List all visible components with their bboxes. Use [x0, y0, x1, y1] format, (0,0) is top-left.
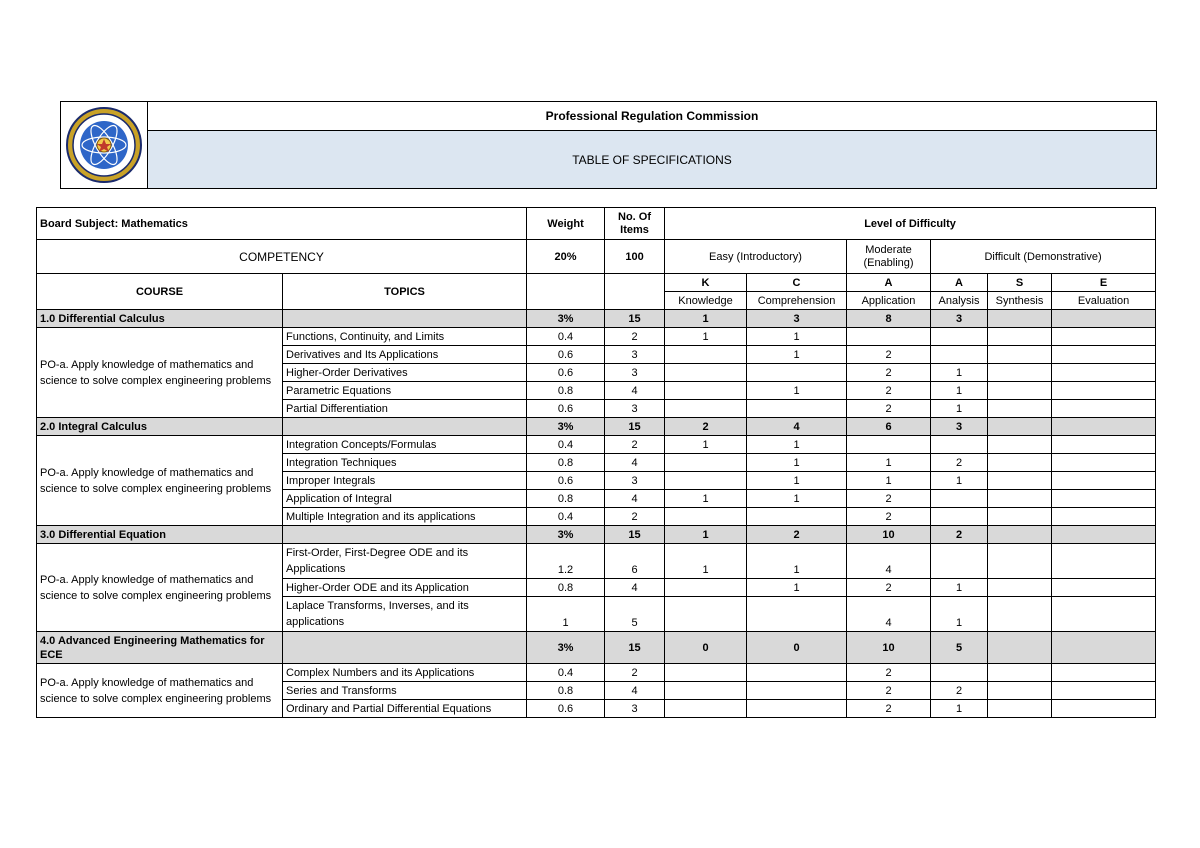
topic-level-c	[747, 682, 847, 700]
topic-level-e	[1052, 579, 1156, 597]
topic-name: Multiple Integration and its applications	[283, 508, 527, 526]
course-weight: 3%	[527, 310, 605, 328]
topic-name: Derivatives and Its Applications	[283, 346, 527, 364]
course-items: 15	[605, 418, 665, 436]
course-level-c: 3	[747, 310, 847, 328]
topic-level-a: 2	[847, 664, 931, 682]
title-column	[148, 102, 1156, 188]
topic-level-k	[665, 472, 747, 490]
topic-level-a: 2	[847, 364, 931, 382]
course-title: 3.0 Differential Equation	[37, 526, 283, 544]
course-level-a: 8	[847, 310, 931, 328]
topic-items: 3	[605, 346, 665, 364]
topic-level-c: 1	[747, 346, 847, 364]
topic-level-a: 2	[847, 508, 931, 526]
topic-level-e	[1052, 436, 1156, 454]
topic-weight: 0.4	[527, 508, 605, 526]
course-level-s	[988, 418, 1052, 436]
course-title: 2.0 Integral Calculus	[37, 418, 283, 436]
topic-row	[37, 664, 1156, 682]
topic-weight: 1.2	[527, 544, 605, 579]
topic-weight: 0.8	[527, 454, 605, 472]
course-title: 1.0 Differential Calculus	[37, 310, 283, 328]
course-level-a: 6	[847, 418, 931, 436]
level-of-difficulty-header: Level of Difficulty	[665, 208, 1156, 240]
weight-blank	[527, 274, 605, 310]
topic-level-s	[988, 454, 1052, 472]
topic-level-k	[665, 597, 747, 632]
course-level-an: 2	[931, 526, 988, 544]
total-items: 100	[605, 240, 665, 274]
course-level-e	[1052, 418, 1156, 436]
topic-weight: 0.8	[527, 682, 605, 700]
topic-level-e	[1052, 508, 1156, 526]
level-analysis: Analysis	[931, 292, 988, 310]
topic-level-an: 1	[931, 597, 988, 632]
topic-weight: 0.6	[527, 364, 605, 382]
course-level-c: 4	[747, 418, 847, 436]
program-outcome: PO-a. Apply knowledge of mathematics and science to solve complex engineering problems	[37, 544, 283, 632]
organization-name: Professional Regulation Commission	[148, 102, 1156, 131]
topic-items: 4	[605, 682, 665, 700]
topic-level-s	[988, 400, 1052, 418]
topic-level-e	[1052, 544, 1156, 579]
code-e: E	[1052, 274, 1156, 292]
topic-items: 4	[605, 454, 665, 472]
topic-level-a: 1	[847, 454, 931, 472]
topic-level-s	[988, 472, 1052, 490]
course-row	[37, 310, 1156, 328]
topic-level-e	[1052, 364, 1156, 382]
topic-weight: 0.4	[527, 328, 605, 346]
topic-items: 3	[605, 364, 665, 382]
topic-name: Application of Integral	[283, 490, 527, 508]
topic-weight: 0.8	[527, 579, 605, 597]
topic-name: Functions, Continuity, and Limits	[283, 328, 527, 346]
program-outcome: PO-a. Apply knowledge of mathematics and science to solve complex engineering problems	[37, 328, 283, 418]
topic-level-c	[747, 597, 847, 632]
topic-level-a: 4	[847, 544, 931, 579]
topic-level-s	[988, 346, 1052, 364]
topic-items: 6	[605, 544, 665, 579]
topic-level-an	[931, 490, 988, 508]
topics-header: TOPICS	[283, 274, 527, 310]
topic-level-a: 2	[847, 400, 931, 418]
topic-level-s	[988, 328, 1052, 346]
topic-level-an	[931, 328, 988, 346]
topic-level-e	[1052, 597, 1156, 632]
course-level-a: 10	[847, 632, 931, 664]
topic-level-k	[665, 400, 747, 418]
easy-header: Easy (Introductory)	[665, 240, 847, 274]
topic-level-k: 1	[665, 328, 747, 346]
topic-level-an: 1	[931, 382, 988, 400]
topic-level-k	[665, 579, 747, 597]
topic-level-e	[1052, 664, 1156, 682]
course-weight: 3%	[527, 418, 605, 436]
topic-weight: 0.6	[527, 472, 605, 490]
topic-level-e	[1052, 472, 1156, 490]
topic-level-e	[1052, 328, 1156, 346]
topic-level-an	[931, 544, 988, 579]
topic-level-a: 2	[847, 490, 931, 508]
moderate-header: Moderate (Enabling)	[847, 240, 931, 274]
topic-level-k: 1	[665, 490, 747, 508]
topic-name: Parametric Equations	[283, 382, 527, 400]
course-topics-blank	[283, 526, 527, 544]
topic-level-k	[665, 454, 747, 472]
difficult-header: Difficult (Demonstrative)	[931, 240, 1156, 274]
document-title: TABLE OF SPECIFICATIONS	[148, 131, 1156, 188]
course-level-a: 10	[847, 526, 931, 544]
topic-items: 5	[605, 597, 665, 632]
course-row	[37, 526, 1156, 544]
topic-level-a	[847, 436, 931, 454]
weight-header: Weight	[527, 208, 605, 240]
topic-items: 2	[605, 508, 665, 526]
topic-level-an: 1	[931, 700, 988, 718]
board-subject: Board Subject: Mathematics	[37, 208, 527, 240]
topic-items: 2	[605, 328, 665, 346]
topic-items: 2	[605, 664, 665, 682]
topic-weight: 0.4	[527, 436, 605, 454]
topic-items: 4	[605, 579, 665, 597]
topic-items: 4	[605, 490, 665, 508]
course-row	[37, 632, 1156, 664]
topic-level-s	[988, 597, 1052, 632]
topic-level-a	[847, 328, 931, 346]
code-a: A	[847, 274, 931, 292]
topic-level-a: 2	[847, 579, 931, 597]
items-header: No. Of Items	[605, 208, 665, 240]
topic-name: Higher-Order ODE and its Application	[283, 579, 527, 597]
course-level-s	[988, 310, 1052, 328]
topic-level-s	[988, 700, 1052, 718]
topic-level-c	[747, 508, 847, 526]
topic-name: Series and Transforms	[283, 682, 527, 700]
topic-level-an: 2	[931, 454, 988, 472]
course-topics-blank	[283, 632, 527, 664]
course-weight: 3%	[527, 632, 605, 664]
topic-level-c: 1	[747, 490, 847, 508]
course-level-c: 2	[747, 526, 847, 544]
topic-level-a: 2	[847, 700, 931, 718]
topic-level-e	[1052, 682, 1156, 700]
course-header: COURSE	[37, 274, 283, 310]
topic-level-s	[988, 544, 1052, 579]
level-evaluation: Evaluation	[1052, 292, 1156, 310]
topic-name: Laplace Transforms, Inverses, and its applications	[283, 597, 527, 632]
level-application: Application	[847, 292, 931, 310]
topic-name: Partial Differentiation	[283, 400, 527, 418]
course-level-k: 1	[665, 310, 747, 328]
topic-weight: 0.6	[527, 400, 605, 418]
competency-header: COMPETENCY	[37, 240, 527, 274]
items-blank	[605, 274, 665, 310]
topic-level-s	[988, 364, 1052, 382]
topic-weight: 1	[527, 597, 605, 632]
topic-level-k	[665, 664, 747, 682]
topic-items: 3	[605, 472, 665, 490]
topic-row	[37, 328, 1156, 346]
course-level-an: 5	[931, 632, 988, 664]
course-level-s	[988, 526, 1052, 544]
course-level-e	[1052, 310, 1156, 328]
program-outcome: PO-a. Apply knowledge of mathematics and science to solve complex engineering problems	[37, 436, 283, 526]
topic-level-c: 1	[747, 472, 847, 490]
topic-level-c	[747, 664, 847, 682]
course-level-k: 0	[665, 632, 747, 664]
topic-name: Ordinary and Partial Differential Equations	[283, 700, 527, 718]
course-weight: 3%	[527, 526, 605, 544]
level-comprehension: Comprehension	[747, 292, 847, 310]
topic-items: 3	[605, 700, 665, 718]
topic-level-s	[988, 382, 1052, 400]
topic-level-a: 2	[847, 346, 931, 364]
topic-weight: 0.4	[527, 664, 605, 682]
topic-row	[37, 544, 1156, 579]
topic-level-an	[931, 508, 988, 526]
topic-items: 2	[605, 436, 665, 454]
course-row	[37, 418, 1156, 436]
topic-level-c	[747, 700, 847, 718]
course-title: 4.0 Advanced Engineering Mathematics for ECE	[37, 632, 283, 664]
topic-level-c: 1	[747, 436, 847, 454]
topic-name: Integration Techniques	[283, 454, 527, 472]
topic-level-an: 1	[931, 472, 988, 490]
course-level-e	[1052, 632, 1156, 664]
topic-level-s	[988, 664, 1052, 682]
topic-level-c	[747, 364, 847, 382]
topic-level-k	[665, 682, 747, 700]
topic-level-a: 2	[847, 682, 931, 700]
topic-level-an: 1	[931, 400, 988, 418]
topic-level-e	[1052, 490, 1156, 508]
course-level-k: 2	[665, 418, 747, 436]
topic-name: Complex Numbers and its Applications	[283, 664, 527, 682]
topic-name: First-Order, First-Degree ODE and its Applications	[283, 544, 527, 579]
course-level-e	[1052, 526, 1156, 544]
topic-level-e	[1052, 346, 1156, 364]
course-topics-blank	[283, 418, 527, 436]
topic-level-e	[1052, 454, 1156, 472]
topic-level-s	[988, 436, 1052, 454]
course-items: 15	[605, 526, 665, 544]
course-items: 15	[605, 632, 665, 664]
topic-items: 3	[605, 400, 665, 418]
topic-level-an	[931, 346, 988, 364]
topic-level-c: 1	[747, 382, 847, 400]
topic-weight: 0.6	[527, 346, 605, 364]
course-items: 15	[605, 310, 665, 328]
topic-weight: 0.6	[527, 700, 605, 718]
topic-level-a: 2	[847, 382, 931, 400]
topic-level-k	[665, 346, 747, 364]
topic-row	[37, 436, 1156, 454]
topic-level-s	[988, 682, 1052, 700]
topic-level-k	[665, 700, 747, 718]
topic-level-s	[988, 490, 1052, 508]
topic-level-an: 1	[931, 579, 988, 597]
specifications-table	[36, 207, 1156, 718]
topic-name: Higher-Order Derivatives	[283, 364, 527, 382]
level-synthesis: Synthesis	[988, 292, 1052, 310]
topic-level-s	[988, 579, 1052, 597]
course-level-s	[988, 632, 1052, 664]
topic-level-an: 2	[931, 682, 988, 700]
topic-weight: 0.8	[527, 490, 605, 508]
topic-level-an	[931, 664, 988, 682]
topic-level-c: 1	[747, 579, 847, 597]
topic-level-k	[665, 382, 747, 400]
course-topics-blank	[283, 310, 527, 328]
code-s: S	[988, 274, 1052, 292]
program-outcome: PO-a. Apply knowledge of mathematics and science to solve complex engineering problems	[37, 664, 283, 718]
topic-level-a: 1	[847, 472, 931, 490]
topic-level-an: 1	[931, 364, 988, 382]
topic-level-c	[747, 400, 847, 418]
code-k: K	[665, 274, 747, 292]
topic-level-a: 4	[847, 597, 931, 632]
document-header	[60, 101, 1157, 189]
topic-level-c: 1	[747, 544, 847, 579]
total-weight: 20%	[527, 240, 605, 274]
topic-name: Integration Concepts/Formulas	[283, 436, 527, 454]
topic-weight: 0.8	[527, 382, 605, 400]
topic-level-c: 1	[747, 454, 847, 472]
course-level-an: 3	[931, 418, 988, 436]
logo-cell	[61, 102, 148, 188]
topic-level-k	[665, 508, 747, 526]
topic-level-e	[1052, 400, 1156, 418]
topic-level-c: 1	[747, 328, 847, 346]
topic-level-e	[1052, 700, 1156, 718]
prc-seal-icon	[64, 105, 144, 185]
topic-level-e	[1052, 382, 1156, 400]
topic-level-k: 1	[665, 436, 747, 454]
course-level-c: 0	[747, 632, 847, 664]
topic-name: Improper Integrals	[283, 472, 527, 490]
topic-level-an	[931, 436, 988, 454]
level-knowledge: Knowledge	[665, 292, 747, 310]
code-c: C	[747, 274, 847, 292]
topic-level-s	[988, 508, 1052, 526]
topic-level-k	[665, 364, 747, 382]
code-an: A	[931, 274, 988, 292]
course-level-k: 1	[665, 526, 747, 544]
topic-level-k: 1	[665, 544, 747, 579]
topic-items: 4	[605, 382, 665, 400]
course-level-an: 3	[931, 310, 988, 328]
